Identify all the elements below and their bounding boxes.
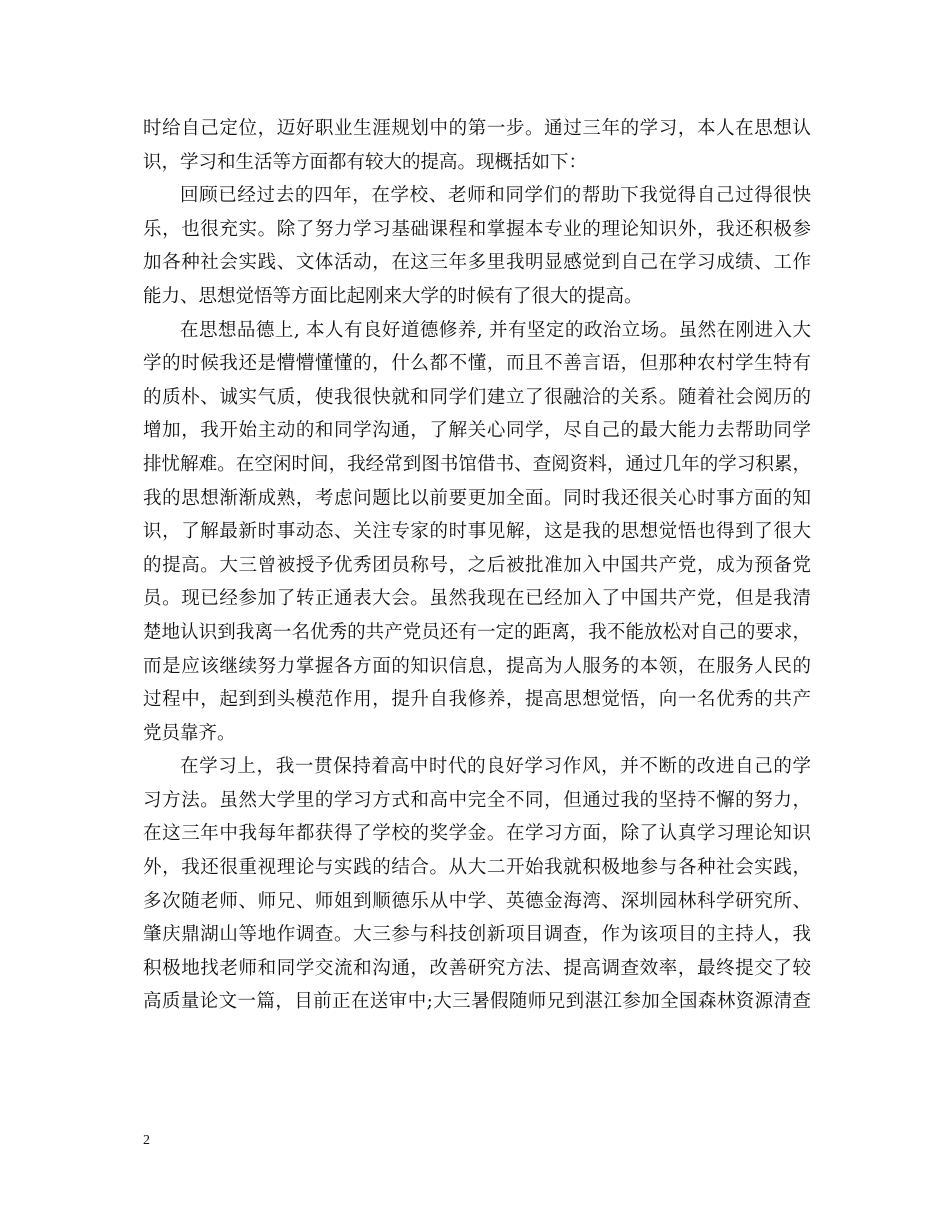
- text-line: 积极地找老师和同学交流和沟通，改善研究方法、提高调查效率，最终提交了较: [143, 957, 811, 979]
- text-line: 在这三年中我每年都获得了学校的奖学金。在学习方面，除了认真学习理论知识: [143, 823, 811, 845]
- text-line: 增加，我开始主动的和同学沟通，了解关心同学，尽自己的最大能力去帮助同学: [143, 420, 811, 442]
- text-line: 识，了解最新时事动态、关注专家的时事见解，这是我的思想觉悟也得到了很大: [143, 521, 811, 543]
- text-line: 习方法。虽然大学里的学习方式和高中完全不同，但通过我的坚持不懈的努力，: [143, 789, 811, 811]
- text-line: 外，我还很重视理论与实践的结合。从大二开始我就积极地参与各种社会实践，: [143, 857, 811, 879]
- text-line: 而是应该继续努力掌握各方面的知识信息，提高为人服务的本领，在服务人民的: [143, 655, 811, 677]
- text-line: 肇庆鼎湖山等地作调查。大三参与科技创新项目调查，作为该项目的主持人，我: [143, 924, 811, 946]
- text-line: 党员靠齐。: [143, 722, 236, 744]
- paragraph-first-line: 在思想品德上, 本人有良好道德修养, 并有坚定的政治立场。虽然在刚进入大: [180, 319, 811, 341]
- paragraph-first-line: 回顾已经过去的四年，在学校、老师和同学们的帮助下我觉得自己过得很快: [180, 185, 811, 207]
- text-line: 过程中，起到到头模范作用，提升自我修养，提高思想觉悟，向一名优秀的共产: [143, 689, 811, 711]
- text-line: 能力、思想觉悟等方面比起刚来大学的时候有了很大的提高。: [143, 285, 643, 307]
- text-line: 的提高。大三曾被授予优秀团员称号，之后被批准加入中国共产党，成为预备党: [143, 554, 811, 576]
- text-line: 高质量论文一篇，目前正在送审中;大三暑假随师兄到湛江参加全国森林资源清查: [143, 991, 811, 1013]
- text-line: 学的时候我还是懵懵懂懂的，什么都不懂，而且不善言语，但那种农村学生特有: [143, 353, 811, 375]
- text-line: 楚地认识到我离一名优秀的共产党员还有一定的距离，我不能放松对自己的要求，: [143, 621, 811, 643]
- text-line: 的质朴、诚实气质，使我很快就和同学们建立了很融洽的关系。随着社会阅历的: [143, 386, 811, 408]
- text-line: 识，学习和生活等方面都有较大的提高。现概括如下：: [143, 151, 588, 173]
- text-line: 加各种社会实践、文体活动，在这三年多里我明显感觉到自己在学习成绩、工作: [143, 252, 811, 274]
- text-line: 时给自己定位，迈好职业生涯规划中的第一步。通过三年的学习，本人在思想认: [143, 118, 811, 139]
- text-line: 多次随老师、师兄、师姐到顺德乐从中学、英德金海湾、深圳园林科学研究所、: [143, 890, 811, 912]
- paragraph-first-line: 在学习上，我一贯保持着高中时代的良好学习作风，并不断的改进自己的学: [180, 756, 811, 778]
- page-number: 2: [143, 1133, 150, 1148]
- text-line: 我的思想渐渐成熟，考虑问题比以前要更加全面。同时我还很关心时事方面的知: [143, 487, 811, 509]
- text-line: 员。现已经参加了转正通表大会。虽然我现在已经加入了中国共产党，但是我清: [143, 588, 811, 610]
- body-text: [143, 112, 811, 1019]
- text-line: 排忧解难。在空闲时间，我经常到图书馆借书、查阅资料，通过几年的学习积累，: [143, 453, 811, 475]
- text-line: 乐，也很充实。除了努力学习基础课程和掌握本专业的理论知识外，我还积极参: [143, 218, 811, 240]
